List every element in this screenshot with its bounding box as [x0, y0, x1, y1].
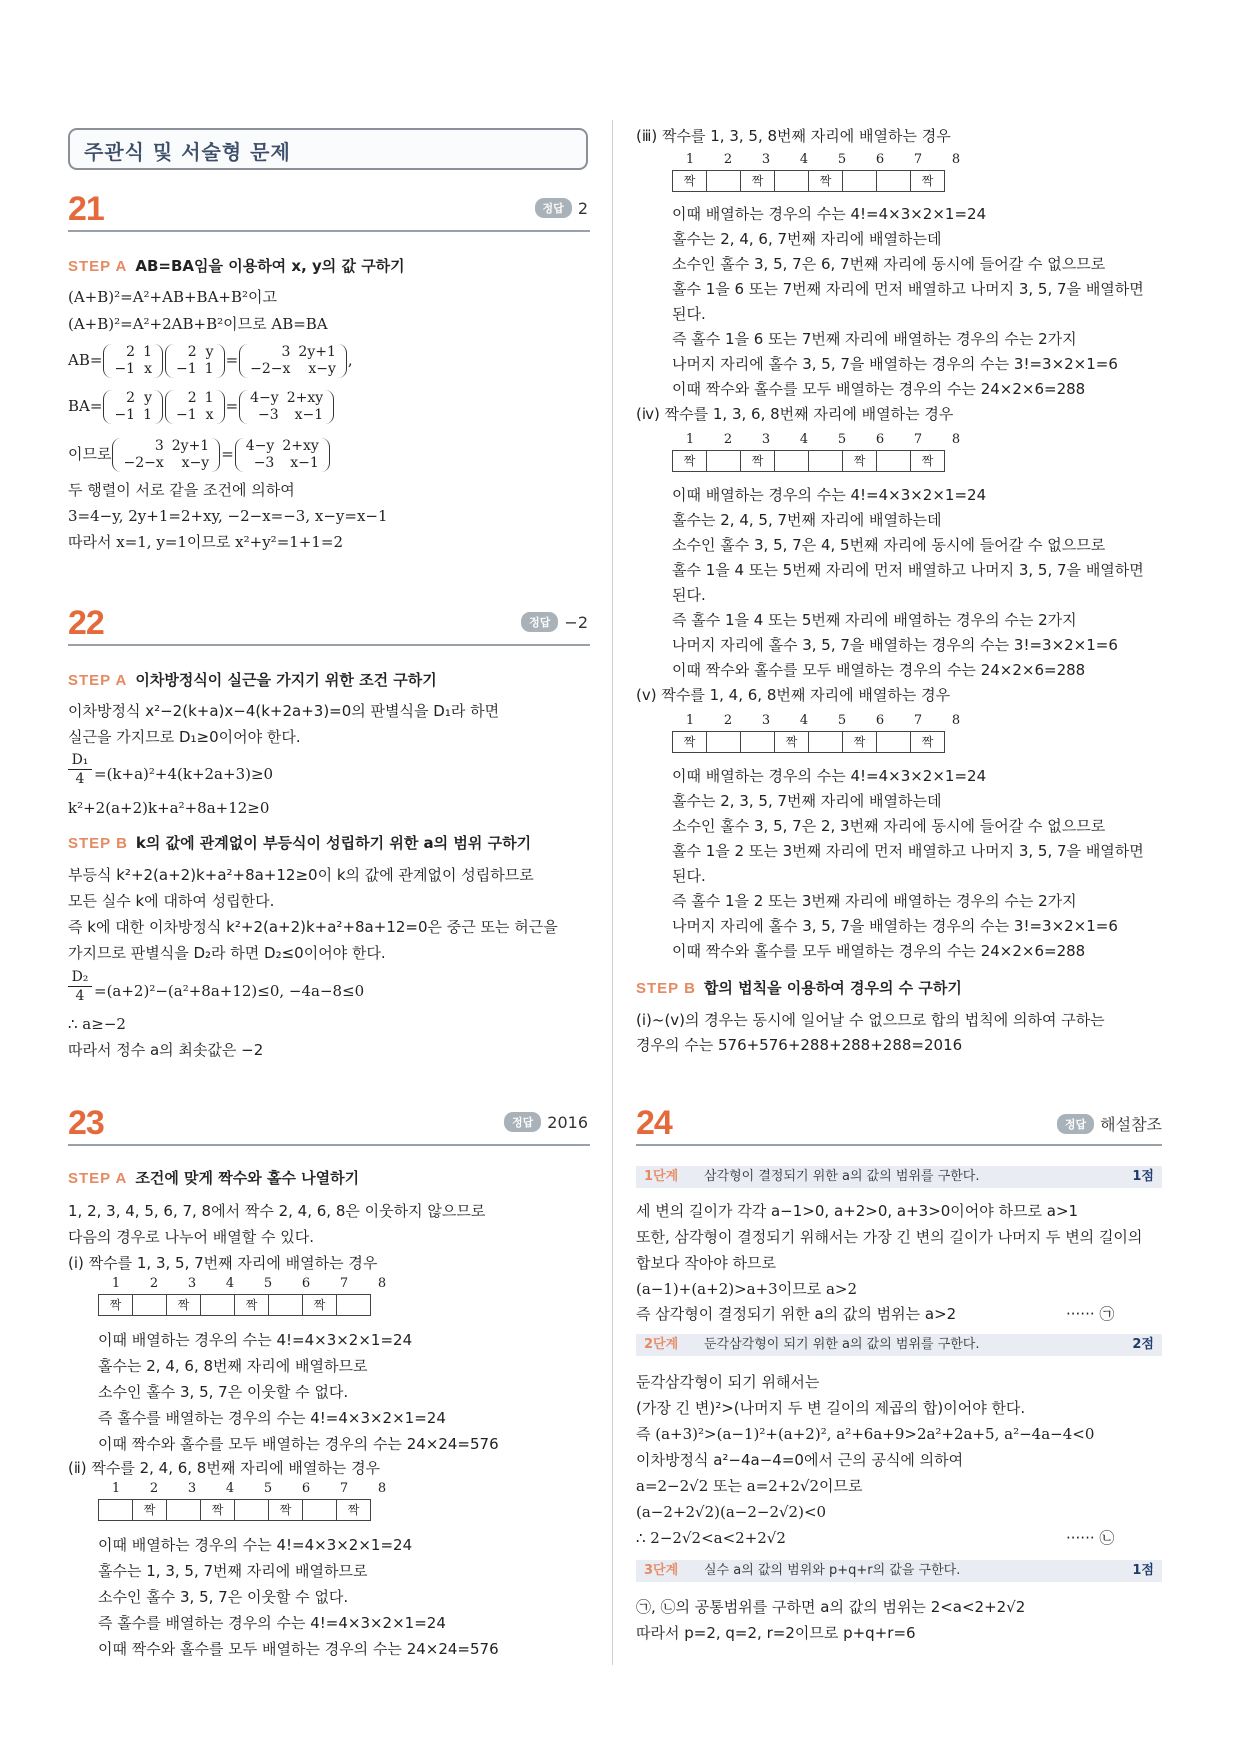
answer-value: 2016: [547, 1113, 588, 1132]
answer-badge: 정답: [504, 1112, 541, 1132]
text-line: 홀수는 2, 4, 6, 7번째 자리에 배열하는데: [672, 230, 942, 248]
text-line: 홀수 1을 4 또는 5번째 자리에 먼저 배열하고 나머지 3, 5, 7을 배열하면: [672, 561, 1144, 579]
text-line: 실근을 가지므로 D₁≥0이어야 한다.: [68, 728, 301, 746]
equation: 즉 (a+3)²>(a−1)²+(a+2)², a²+6a+9>2a²+2a+5, a²−4a−4<0: [636, 1425, 1095, 1443]
text-line: 이때 짝수와 홀수를 모두 배열하는 경우의 수는 24×2×6=288: [672, 380, 1086, 398]
case-heading: (ⅴ) 짝수를 1, 4, 6, 8번째 자리에 배열하는 경우: [636, 686, 951, 704]
answer: [1057, 1112, 1162, 1135]
answer-badge: 정답: [535, 198, 572, 218]
answer-badge: 정답: [1057, 1114, 1094, 1134]
text-line: 따라서 정수 a의 최솟값은 −2: [68, 1041, 264, 1059]
text-line: 또한, 삼각형이 결정되기 위해서는 가장 긴 변의 길이가 나머지 두 변의 길이의: [636, 1228, 1143, 1246]
equation: 따라서 x=1, y=1이므로 x²+y²=1+1=2: [68, 533, 344, 551]
text-line: 홀수 1을 6 또는 7번째 자리에 먼저 배열하고 나머지 3, 5, 7을 배열하면: [672, 280, 1144, 298]
stage-points: 2점: [1132, 1337, 1154, 1352]
matrix: 3 2y+1 −2−x x−y: [239, 344, 347, 378]
problem-number: 22: [68, 604, 104, 642]
section-title: 주관식 및 서술형 문제: [68, 128, 588, 170]
stage-1-bar: [636, 1166, 1162, 1188]
text-line: 홀수는 2, 4, 6, 8번째 자리에 배열하므로: [98, 1357, 368, 1375]
step-label: STEP B: [68, 835, 128, 852]
text-line: 경우의 수는 576+576+288+288+288=2016: [636, 1036, 963, 1054]
text-line: 따라서 p=2, q=2, r=2이므로 p+q+r=6: [636, 1624, 916, 1642]
text-line: 나머지 자리에 홀수 3, 5, 7을 배열하는 경우의 수는 3!=3×2×1=6: [672, 355, 1118, 373]
text-line: 홀수는 1, 3, 5, 7번째 자리에 배열하므로: [98, 1562, 368, 1580]
text-line: 나머지 자리에 홀수 3, 5, 7을 배열하는 경우의 수는 3!=3×2×1=6: [672, 636, 1118, 654]
slot-diagram-case1: [98, 1276, 387, 1316]
stage-text: 삼각형이 결정되기 위한 a의 값의 범위를 구한다.: [704, 1169, 980, 1184]
text-line: 즉 홀수를 배열하는 경우의 수는 4!=4×3×2×1=24: [98, 1409, 446, 1427]
text-line: 이때 배열하는 경우의 수는 4!=4×3×2×1=24: [672, 767, 987, 785]
slot-diagram-case5: [672, 713, 961, 753]
equation: (A+B)²=A²+AB+BA+B²이고: [68, 288, 277, 306]
stage-tag: 2단계: [644, 1337, 679, 1352]
text-line: 소수인 홀수 3, 5, 7은 4, 5번째 자리에 동시에 들어갈 수 없으므로: [672, 536, 1106, 554]
text-line: 이때 짝수와 홀수를 모두 배열하는 경우의 수는 24×24=576: [98, 1435, 499, 1453]
text-line: 부등식 k²+2(a+2)k+a²+8a+12≥0이 k의 값에 관계없이 성립하므로: [68, 866, 534, 884]
answer-value: −2: [564, 613, 588, 632]
stage-points: 1점: [1132, 1563, 1154, 1578]
matrix: 4−y 2+xy −3 x−1: [235, 438, 330, 472]
slot-row: 짝 짝 짝 짝: [672, 170, 945, 192]
text-line: 이때 배열하는 경우의 수는 4!=4×3×2×1=24: [98, 1331, 413, 1349]
case-heading: (ⅰ) 짝수를 1, 3, 5, 7번째 자리에 배열하는 경우: [68, 1254, 378, 1272]
slot-numbers: 1 2 3 4 5 6 7 8: [685, 432, 961, 447]
text-line: 된다.: [672, 586, 706, 604]
step-a: [68, 1168, 359, 1189]
step-text: 조건에 맞게 짝수와 홀수 나열하기: [135, 1169, 360, 1187]
equation: =(k+a)²+4(k+2a+3)≥0: [94, 765, 274, 783]
problem-24-header: [636, 1104, 1162, 1146]
slot-numbers: 1 2 3 4 5 6 7 8: [685, 713, 961, 728]
slot-numbers: 1 2 3 4 5 6 7 8: [685, 152, 961, 167]
matrix-equation-ab: AB= 2 1 −1 x 2 y −1 1 = 3 2y+1 −2−x x−y ,: [68, 343, 353, 377]
answer-value: 해설참조: [1100, 1115, 1162, 1134]
fraction: D₂ 4: [68, 969, 92, 1004]
step-label: STEP A: [68, 672, 128, 689]
text-line: 이차방정식 x²−2(k+a)x−4(k+2a+3)=0의 판별식을 D₁라 하면: [68, 702, 500, 720]
stage-2-bar: [636, 1334, 1162, 1356]
text-line: 즉 삼각형이 결정되기 위한 a의 값의 범위는 a>2: [636, 1305, 957, 1323]
step-label: STEP A: [68, 258, 128, 275]
text-line: 소수인 홀수 3, 5, 7은 2, 3번째 자리에 동시에 들어갈 수 없으므로: [672, 817, 1106, 835]
step-text: 이차방정식이 실근을 가지기 위한 조건 구하기: [135, 671, 437, 689]
text-line: (가장 긴 변)²>(나머지 두 변 길이의 제곱의 합)이어야 한다.: [636, 1399, 1026, 1417]
answer-value: 2: [577, 199, 588, 218]
equation: ∴ 2−2√2<a<2+2√2: [636, 1529, 786, 1547]
answer: [521, 612, 588, 632]
slot-numbers: 1 2 3 4 5 6 7 8: [111, 1276, 387, 1291]
step-text: k의 값에 관계없이 부등식이 성립하기 위한 a의 범위 구하기: [135, 834, 532, 852]
equation: k²+2(a+2)k+a²+8a+12≥0: [68, 799, 270, 817]
slot-row: 짝 짝 짝 짝: [98, 1294, 371, 1316]
text-line: 홀수는 2, 4, 5, 7번째 자리에 배열하는데: [672, 511, 942, 529]
text-line: 이차방정식 a²−4a−4=0에서 근의 공식에 의하여: [636, 1451, 964, 1469]
stage-text: 실수 a의 값의 범위와 p+q+r의 값을 구한다.: [704, 1563, 961, 1578]
text-line: 된다.: [672, 867, 706, 885]
answer: [535, 198, 588, 218]
stage-text: 둔각삼각형이 되기 위한 a의 값의 범위를 구한다.: [704, 1337, 980, 1352]
matrix-equation-ba: BA= 2 y −1 1 2 1 −1 x = 4−y 2+xy −3 x−1: [68, 386, 335, 426]
step-label: STEP A: [68, 1170, 128, 1187]
equation: 3=4−y, 2y+1=2+xy, −2−x=−3, x−y=x−1: [68, 507, 388, 525]
text-line: 이때 배열하는 경우의 수는 4!=4×3×2×1=24: [672, 205, 987, 223]
text-line: 된다.: [672, 305, 706, 323]
step-a: [68, 256, 405, 277]
problem-23-header: [68, 1104, 590, 1146]
text-line: 즉 홀수 1을 6 또는 7번째 자리에 배열하는 경우의 수는 2가지: [672, 330, 1077, 348]
text-line: 이때 배열하는 경우의 수는 4!=4×3×2×1=24: [98, 1536, 413, 1554]
text-line: 즉 홀수를 배열하는 경우의 수는 4!=4×3×2×1=24: [98, 1614, 446, 1632]
slot-diagram-case2: [98, 1481, 387, 1521]
text-line: 이때 짝수와 홀수를 모두 배열하는 경우의 수는 24×24=576: [98, 1640, 499, 1658]
text-line: 두 행렬이 서로 같을 조건에 의하여: [68, 481, 295, 499]
text-line: (ⅰ)~(ⅴ)의 경우는 동시에 일어날 수 없으므로 합의 법칙에 의하여 구하는: [636, 1011, 1105, 1029]
equation-prefix: 이므로: [68, 445, 112, 463]
fraction: D₁ 4: [68, 752, 92, 787]
equation: a=2−2√2 또는 a=2+2√2이므로: [636, 1477, 863, 1495]
text-line: 1, 2, 3, 4, 5, 6, 7, 8에서 짝수 2, 4, 6, 8은 이웃하지 않으므로: [68, 1202, 486, 1220]
slot-row: 짝 짝 짝 짝: [672, 450, 945, 472]
matrix-equality: 이므로 3 2y+1 −2−x x−y = 4−y 2+xy −3 x−1: [68, 434, 331, 474]
equation: (a−1)+(a+2)>a+3이므로 a>2: [636, 1280, 858, 1298]
stage-3-bar: [636, 1560, 1162, 1582]
text-line: 홀수 1을 2 또는 3번째 자리에 먼저 배열하고 나머지 3, 5, 7을 배열하면: [672, 842, 1144, 860]
text-line: ㉠, ㉡의 공통범위를 구하면 a의 값의 범위는 2<a<2+2√2: [636, 1598, 1026, 1616]
matrix: 3 2y+1 −2−x x−y: [112, 438, 220, 472]
text-line: 홀수는 2, 3, 5, 7번째 자리에 배열하는데: [672, 792, 942, 810]
stage-tag: 1단계: [644, 1169, 679, 1184]
matrix: 2 1 −1 x: [165, 390, 225, 424]
text-line: 모든 실수 k에 대하여 성립한다.: [68, 892, 275, 910]
stage-tag: 3단계: [644, 1563, 679, 1578]
step-text: 합의 법칙을 이용하여 경우의 수 구하기: [703, 979, 962, 997]
case-heading: (ⅳ) 짝수를 1, 3, 6, 8번째 자리에 배열하는 경우: [636, 405, 954, 423]
text-line: 소수인 홀수 3, 5, 7은 이웃할 수 없다.: [98, 1588, 349, 1606]
text-line: 합보다 작아야 하므로: [636, 1254, 776, 1272]
text-line: 소수인 홀수 3, 5, 7은 이웃할 수 없다.: [98, 1383, 349, 1401]
equation: (a−2+2√2)(a−2−2√2)<0: [636, 1503, 827, 1521]
problem-number: 23: [68, 1104, 104, 1142]
marker-1: ······ ㉠: [1066, 1305, 1115, 1323]
step-a: [68, 670, 437, 691]
text-line: 이때 짝수와 홀수를 모두 배열하는 경우의 수는 24×2×6=288: [672, 661, 1086, 679]
step-label: STEP B: [636, 980, 696, 997]
slot-diagram-case3: [672, 152, 961, 192]
slot-numbers: 1 2 3 4 5 6 7 8: [111, 1481, 387, 1496]
text-line: 즉 홀수 1을 2 또는 3번째 자리에 배열하는 경우의 수는 2가지: [672, 892, 1077, 910]
problem-number: 24: [636, 1104, 672, 1142]
equation: (A+B)²=A²+2AB+B²이므로 AB=BA: [68, 315, 328, 333]
matrix: 2 y −1 1: [103, 390, 163, 424]
marker-2: ······ ㉡: [1066, 1529, 1115, 1547]
text-line: 세 변의 길이가 각각 a−1>0, a+2>0, a+3>0이어야 하므로 a>1: [636, 1202, 1079, 1220]
matrix: 4−y 2+xy −3 x−1: [239, 390, 334, 424]
problem-number: 21: [68, 190, 104, 228]
case-heading: (ⅲ) 짝수를 1, 3, 5, 8번째 자리에 배열하는 경우: [636, 127, 951, 145]
answer: [504, 1112, 588, 1132]
text-line: 나머지 자리에 홀수 3, 5, 7을 배열하는 경우의 수는 3!=3×2×1=6: [672, 917, 1118, 935]
equation: =(a+2)²−(a²+8a+12)≤0, −4a−8≤0: [94, 982, 365, 1000]
equation: ∴ a≥−2: [68, 1015, 126, 1033]
equation-lhs: BA=: [68, 397, 103, 415]
column-divider: [612, 120, 613, 1665]
slot-diagram-case4: [672, 432, 961, 472]
text-line: 이때 배열하는 경우의 수는 4!=4×3×2×1=24: [672, 486, 987, 504]
case-heading: (ⅱ) 짝수를 2, 4, 6, 8번째 자리에 배열하는 경우: [68, 1459, 381, 1477]
step-b: [68, 833, 531, 854]
slot-row: 짝 짝 짝 짝: [98, 1499, 371, 1521]
step-text: AB=BA임을 이용하여 x, y의 값 구하기: [135, 257, 405, 275]
equation-lhs: AB=: [68, 351, 103, 369]
problem-21-header: [68, 190, 590, 232]
text-line: 둔각삼각형이 되기 위해서는: [636, 1373, 820, 1391]
text-line: 이때 짝수와 홀수를 모두 배열하는 경우의 수는 24×2×6=288: [672, 942, 1086, 960]
text-line: 가지므로 판별식을 D₂라 하면 D₂≤0이어야 한다.: [68, 944, 386, 962]
text-line: 즉 k에 대한 이차방정식 k²+2(a+2)k+a²+8a+12=0은 중근 또는 허근을: [68, 918, 558, 936]
text-line: 소수인 홀수 3, 5, 7은 6, 7번째 자리에 동시에 들어갈 수 없으므로: [672, 255, 1106, 273]
problem-22-header: [68, 604, 590, 646]
stage-points: 1점: [1132, 1169, 1154, 1184]
matrix: 2 1 −1 x: [103, 344, 163, 378]
text-line: 즉 홀수 1을 4 또는 5번째 자리에 배열하는 경우의 수는 2가지: [672, 611, 1077, 629]
step-b: [636, 978, 962, 999]
answer-badge: 정답: [521, 612, 558, 632]
matrix: 2 y −1 1: [165, 344, 225, 378]
text-line: 다음의 경우로 나누어 배열할 수 있다.: [68, 1228, 314, 1246]
slot-row: 짝 짝 짝 짝: [672, 731, 945, 753]
